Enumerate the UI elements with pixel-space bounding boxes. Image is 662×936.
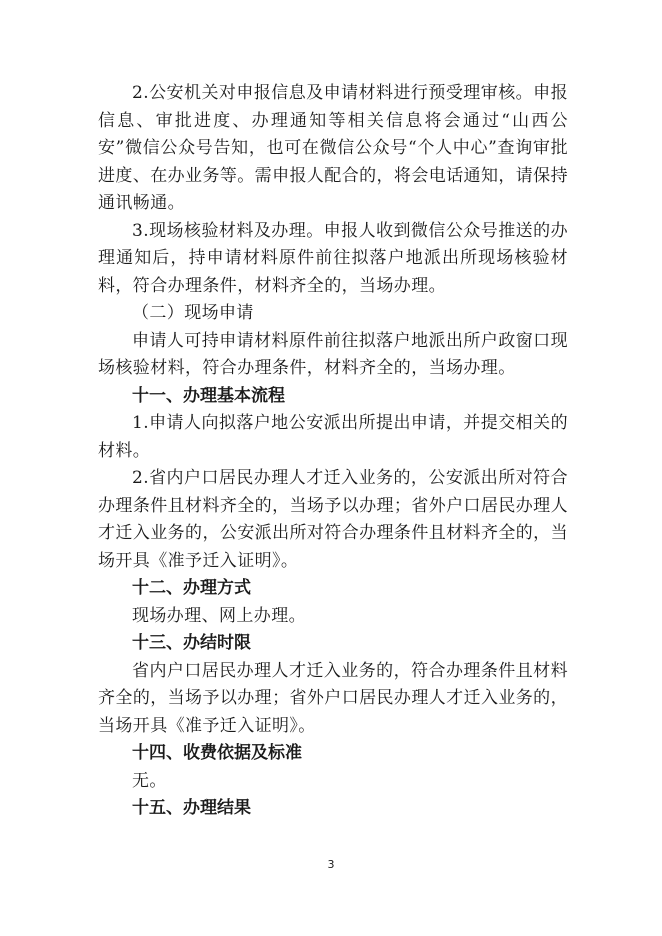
heading-13-time-limit: 十三、办结时限 [132,633,251,653]
step-3-onsite-verify: 3.现场核验材料及办理。申报人收到微信公众号推送的办理通知后，持申请材料原件前往拟落户地派出所现场核验材料，符合办理条件，材料齐全的，当场办理。 [98,220,568,296]
heading-14-fees: 十四、收费依据及标准 [132,743,302,763]
time-limit-text: 省内户口居民办理人才迁入业务的，符合办理条件且材料齐全的，当场予以办理；省外户口居民办理人才迁入业务的，当场开具《准予迁入证明》。 [98,660,568,736]
process-step-1: 1.申请人向拟落户地公安派出所提出申请，并提交相关的材料。 [98,413,568,461]
onsite-application-text: 申请人可持申请材料原件前往拟落户地派出所户政窗口现场核验材料，符合办理条件，材料齐全的，当场办理。 [98,330,568,378]
heading-11-basic-process: 十一、办理基本流程 [132,385,285,406]
fees-text: 无。 [132,770,167,791]
method-text: 现场办理、网上办理。 [132,605,306,626]
subheading-onsite-application: （二）现场申请 [132,303,254,323]
heading-15-result: 十五、办理结果 [132,798,251,818]
step-2-prereview: 2.公安机关对申报信息及申请材料进行预受理审核。申报信息、审批进度、办理通知等相关信息将会通过“山西公安”微信公众号告知，也可在微信公众号“个人中心”查询审批进度、在办业务等。需申报人配合的，将会电话通知，请保持通讯畅通。 [98,83,568,213]
page-number: 3 [327,858,335,871]
process-step-2: 2.省内户口居民办理人才迁入业务的，公安派出所对符合办理条件且材料齐全的，当场予以办理；省外户口居民办理人才迁入业务的，公安派出所对符合办理条件且材料齐全的，当场开具《准予迁入证明》。 [98,468,568,571]
page-body [98,80,568,823]
heading-12-method: 十二、办理方式 [132,578,251,598]
